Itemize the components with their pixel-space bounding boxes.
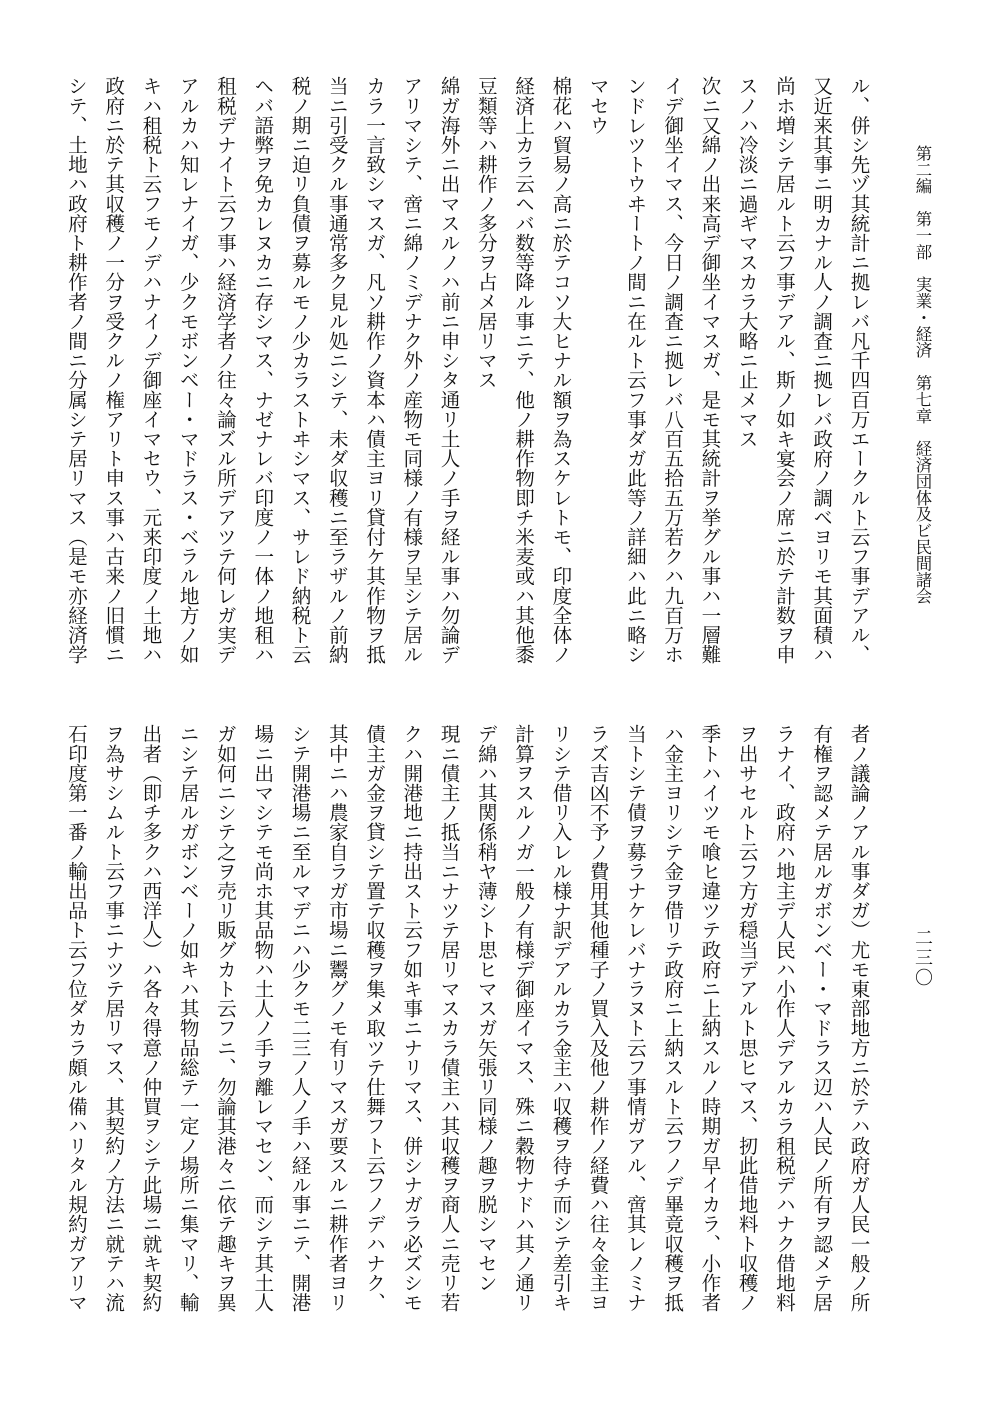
- upper-text-block: [55, 76, 875, 680]
- text-line: 者ノ議論ノアル事ダガ）尤モ東部地方ニ於テハ政府ガ人民一般ノ所: [847, 724, 870, 1312]
- text-line: 豆類等ハ耕作ノ多分ヲ占メ居リマス: [474, 76, 498, 390]
- text-line: 其中ニハ農家自ラガ市場ニ鬻グノモ有リマスガ要スルニ耕作者ヨリ: [325, 724, 349, 1312]
- text-line: シテ、土地ハ政府ト耕作者ノ間ニ分属シテ居リマス（是モ亦経済学: [64, 76, 88, 664]
- text-line: シテ開港場ニ至ルマデニハ少クモ二三ノ人ノ手ハ経ル事ニテ、開港: [288, 724, 312, 1312]
- text-line: 政府ニ於テ其収穫ノ一分ヲ受クルノ権アリト申ス事ハ古来ノ旧慣ニ: [101, 76, 125, 664]
- text-line: カラ一言致シマスガ、凡ソ耕作ノ資本ハ債主ヨリ貸付ケ其作物ヲ抵: [362, 76, 386, 664]
- text-line: 季トハイツモ喰ヒ違ツテ政府ニ上納スルノ時期ガ早イカラ、小作者: [697, 724, 721, 1312]
- text-line: ラズ吉凶不予ノ費用其他種子ノ買入及他ノ耕作ノ経費ハ往々金主ヨ: [586, 724, 610, 1312]
- text-line: ンドレツトウヰートノ間ニ在ルト云フ事ダガ此等ノ詳細ハ此ニ略シ: [623, 76, 647, 664]
- text-line: イデ御坐イマス、今日ノ調査ニ拠レバ八百五拾五万若クハ九百万ホ: [660, 76, 684, 664]
- text-line: 石印度第一番ノ輸出品ト云フ位ダカラ頗ル備ハリタル規約ガアリマ: [64, 724, 88, 1312]
- text-line: 又近来其事ニ明カナル人ノ調査ニ拠レバ政府ノ調ベヨリモ其面積ハ: [809, 76, 833, 664]
- text-line: ヲ出サセルト云フ方ガ穏当デアルト思ヒマス、扨此借地料ト収穫ノ: [735, 724, 759, 1312]
- text-line: 現ニ債主ノ抵当ニナツテ居リマスカラ債主ハ其収穫ヲ商人ニ売リ若: [437, 724, 461, 1312]
- text-line: 有権ヲ認メテ居ルガボンベー・マドラス辺ハ人民ノ所有ヲ認メテ居: [809, 724, 833, 1312]
- text-line: 尚ホ増シテ居ルト云フ事デアル、斯ノ如キ宴会ノ席ニ於テ計数ヲ申: [772, 76, 796, 664]
- text-line: ル、併シ先ヅ其統計ニ拠レバ凡千四百万エークルト云フ事デアル、: [847, 76, 870, 664]
- text-line: 税ノ期ニ迫リ負債ヲ募ルモノ少カラストヰシマス、サレド納税ト云: [288, 76, 312, 664]
- text-line: 当トシテ債ヲ募ラナケレバナラヌト云フ事情ガアル、啻其レノミナ: [623, 724, 647, 1312]
- text-line: ラナイ、政府ハ地主デ人民ハ小作人デアルカラ租税デハナク借地料: [772, 724, 796, 1312]
- page-number: 二三〇: [912, 928, 933, 988]
- text-line: マセウ: [586, 76, 610, 135]
- text-line: ガ如何ニシテ之ヲ売リ販グカト云フニ、勿論其港々ニ依テ趣キヲ異: [213, 724, 237, 1312]
- text-line: キハ租税ト云フモノデハナイノデ御座イマセウ、元来印度ノ土地ハ: [138, 76, 162, 664]
- text-line: スノハ冷淡ニ過ギマスカラ大略ニ止メマス: [735, 76, 759, 449]
- text-line: ニシテ居ルガボンベーノ如キハ其物品総テ一定ノ場所ニ集マリ、輸: [176, 724, 200, 1312]
- text-line: アリマシテ、啻ニ綿ノミデナク外ノ産物モ同様ノ有様ヲ呈シテ居ル: [399, 76, 423, 664]
- text-line: アルカハ知レナイガ、少クモボンベー・マドラス・ベラル地方ノ如: [176, 76, 200, 664]
- text-line: ヲ為サシムルト云フ事ニナツテ居リマス、其契約ノ方法ニ就テハ流: [101, 724, 125, 1312]
- text-line: リシテ借リ入レル様ナ訳デアルカラ金主ハ収穫ヲ待チ而シテ差引キ: [548, 724, 572, 1312]
- text-line: クハ開港地ニ持出スト云フ如キ事ニナリマス、併シナガラ必ズシモ: [399, 724, 423, 1312]
- text-line: 債主ガ金ヲ貸シテ置テ収穫ヲ集メ取ツテ仕舞フト云フノデハナク、: [362, 724, 386, 1312]
- lower-text-block: [55, 724, 875, 1328]
- text-line: ヘバ語弊ヲ免カレヌカニ存シマス、ナゼナレバ印度ノ一体ノ地租ハ: [250, 76, 274, 664]
- running-header: 第二編 第一部 実業・経済 第七章 経済団体及ビ民間諸会: [913, 145, 932, 605]
- text-line: 出者（即チ多クハ西洋人）ハ各々得意ノ仲買ヲシテ此場ニ就キ契約: [138, 724, 162, 1312]
- text-line: 次ニ又綿ノ出来高デ御坐イマスガ、是モ其統計ヲ挙グル事ハ一層難: [697, 76, 721, 664]
- text-line: 経済上カラ云ヘバ数等降ル事ニテ、他ノ耕作物即チ米麦或ハ其他黍: [511, 76, 535, 664]
- text-line: 綿ガ海外ニ出マスルノハ前ニ申シタ通リ土人ノ手ヲ経ル事ハ勿論デ: [437, 76, 461, 664]
- text-line: 場ニ出マシテモ尚ホ其品物ハ土人ノ手ヲ離レマセン、而シテ其土人: [250, 724, 274, 1312]
- text-line: 計算ヲスルノガ一般ノ有様デ御座イマス、殊ニ穀物ナドハ其ノ通リ: [511, 724, 535, 1312]
- text-line: 当ニ引受クル事通常多ク見ル処ニシテ、未ダ収穫ニ至ラザルノ前納: [325, 76, 349, 664]
- text-line: 租税デナイト云フ事ハ経済学者ノ往々論ズル所デアツテ何レガ実デ: [213, 76, 237, 664]
- text-line: 棉花ハ貿易ノ高ニ於テコソ大ヒナル額ヲ為スケレトモ、印度全体ノ: [548, 76, 572, 664]
- text-line: ハ金主ヨリシテ金ヲ借リテ政府ニ上納スルト云フノデ畢竟収穫ヲ抵: [660, 724, 684, 1312]
- text-line: デ綿ハ其関係稍ヤ薄シト思ヒマスガ矢張リ同様ノ趣ヲ脱シマセン: [474, 724, 498, 1293]
